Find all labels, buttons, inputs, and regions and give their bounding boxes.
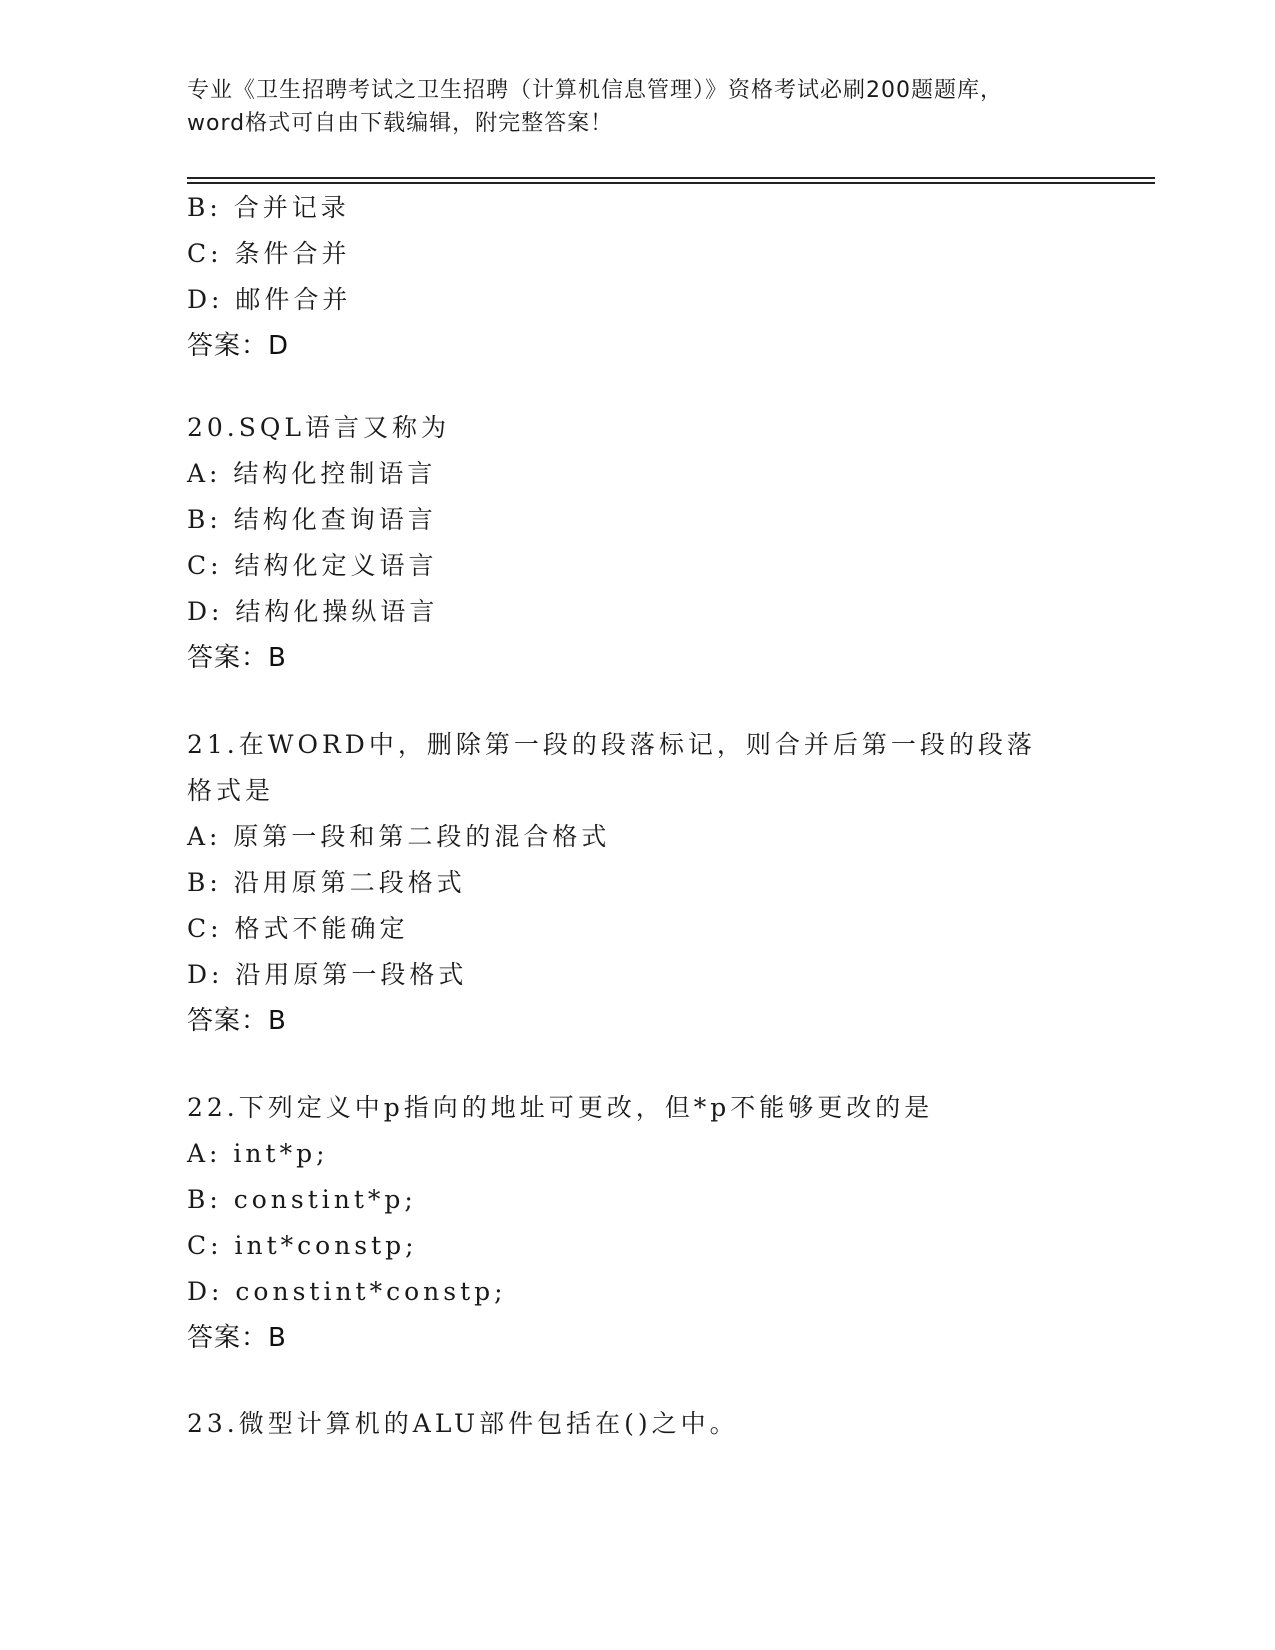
option-d: D: 邮件合并 bbox=[187, 285, 352, 314]
question-23 bbox=[187, 1401, 1087, 1447]
header-line-1: 专业《卫生招聘考试之卫生招聘（计算机信息管理）》资格考试必刷200题题库， bbox=[187, 78, 1003, 103]
question-19 bbox=[187, 185, 1087, 369]
question-text: 21.在WORD中，删除第一段的段落标记，则合并后第一段的段落格式是 bbox=[187, 730, 1036, 805]
question-20 bbox=[187, 405, 1087, 681]
answer: 答案：B bbox=[187, 1323, 287, 1353]
option-a: A: int*p; bbox=[187, 1139, 329, 1168]
option-d: D: 沿用原第一段格式 bbox=[187, 960, 468, 989]
option-d: D: 结构化操纵语言 bbox=[187, 597, 439, 626]
document-header bbox=[187, 74, 1087, 140]
option-c: C: 结构化定义语言 bbox=[187, 551, 438, 580]
answer: 答案：D bbox=[187, 331, 290, 361]
option-d: D: constint*constp; bbox=[187, 1277, 507, 1306]
option-a: A: 原第一段和第二段的混合格式 bbox=[187, 822, 611, 851]
option-c: C: 格式不能确定 bbox=[187, 914, 409, 943]
question-22 bbox=[187, 1085, 1087, 1361]
option-c: C: int*constp; bbox=[187, 1231, 418, 1260]
header-line-2: word格式可自由下载编辑，附完整答案！ bbox=[187, 111, 614, 136]
answer: 答案：B bbox=[187, 643, 287, 673]
option-b: B: 结构化查询语言 bbox=[187, 505, 437, 534]
option-b: B: 合并记录 bbox=[187, 193, 350, 222]
question-text: 23.微型计算机的ALU部件包括在()之中。 bbox=[187, 1409, 739, 1438]
answer: 答案：B bbox=[187, 1006, 287, 1036]
question-21 bbox=[187, 722, 1087, 1044]
header-divider-bottom bbox=[187, 182, 1155, 184]
question-text: 22.下列定义中p指向的地址可更改，但*p不能够更改的是 bbox=[187, 1093, 934, 1122]
question-text: 20.SQL语言又称为 bbox=[187, 413, 450, 442]
option-a: A: 结构化控制语言 bbox=[187, 459, 437, 488]
option-b: B: constint*p; bbox=[187, 1185, 417, 1214]
option-c: C: 条件合并 bbox=[187, 239, 351, 268]
option-b: B: 沿用原第二段格式 bbox=[187, 868, 466, 897]
header-divider-top bbox=[187, 177, 1155, 179]
